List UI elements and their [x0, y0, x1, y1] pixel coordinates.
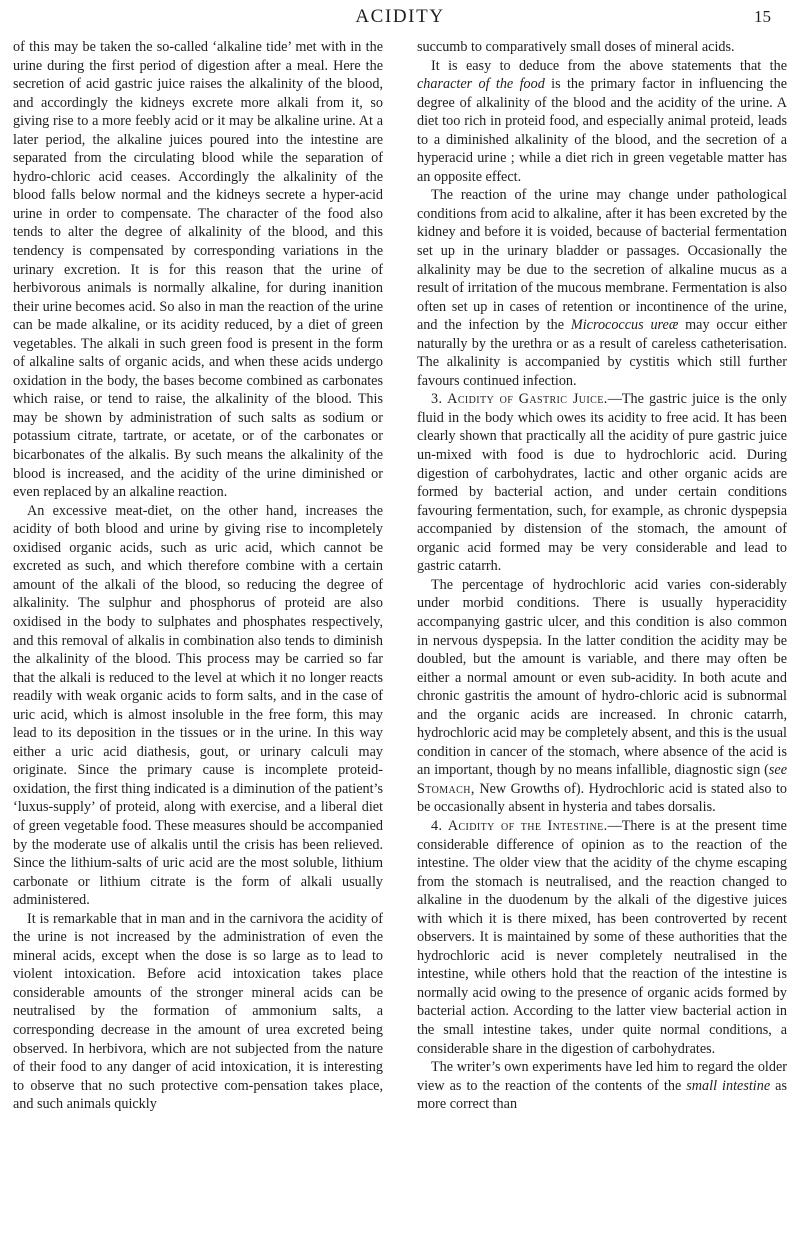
cross-reference: Stomach,	[417, 780, 475, 797]
paragraph	[417, 817, 787, 1058]
right-column	[417, 38, 787, 1114]
italic-text: small intestine	[686, 1077, 771, 1094]
paragraph: It is remarkable that in man and in the carnivora the acidity of the urine is not increased by the administration of even the mineral acids, except when the dose is so large as to lead to violent intoxication. Before acid intoxication takes place considerable amounts of the stronger mineral acids can be neutralised by the formation of ammonium salts, a corresponding decrease in the amount of urea excreted being observed. In herbivora, which are not subjected from the nature of their food to any danger of acid intoxication, it is interesting to observe that no such protective com-pensation takes place, and such animals quickly	[13, 910, 383, 1113]
paragraph: succumb to comparatively small doses of mineral acids.	[417, 39, 735, 55]
text-run: is the primary factor in influencing the degree of alkalinity of the blood and the acidity of the urine. A diet too rich in proteid food, and especially animal proteid, leads to a diminished alkalinity of the blood, and the secretion of a hyperacid urine ; while a diet rich in green vegetable matter has an opposite effect.	[417, 76, 787, 185]
paragraph	[417, 186, 787, 390]
text-run: The reaction of the urine may change under pathological conditions from acid to alkaline, after it has been excreted by the kidney and before it is voided, because of bacterial fermentation set up in the urinary bladder or passages. Occasionally the alkalinity may be due to the secretion of alkaline mucus as a result of irritation of the mucous membrane. Fermentation is also often set up in cases of retention or incontinence of the urine, and the infection by the	[417, 187, 787, 334]
text-run: The writer’s own experiments have led him to regard the older view as to the reaction of the contents of the	[417, 1059, 787, 1094]
running-title: ACIDITY	[355, 6, 445, 27]
page-header	[0, 6, 800, 36]
paragraph	[417, 390, 787, 575]
paragraph	[417, 576, 787, 817]
page-number: 15	[754, 7, 771, 26]
section-heading: 3. Acidity of Gastric Juice.	[431, 391, 608, 408]
paragraph	[417, 57, 787, 187]
text-run: —The gastric juice is the only fluid in the body which owes its acidity to free acid. It has been clearly shown that practically all the acidity of pure gastric juice un-mixed with food is due to hydrochloric acid. During digestion of carbohydrates, lactic and other organic acids are formed by bacterial action, and under certain conditions favouring fermentation, such, for example, as chronic dyspepsia accompanied by distension of the stomach, the amount of organic acid formed may be very considerable and lead to gastric catarrh.	[417, 391, 787, 575]
text-run: as more correct than	[417, 1077, 787, 1113]
text-run: The percentage of hydrochloric acid varies con-siderably under morbid conditions. There is usually hyperacidity accompanying gastric ulcer, and this condition is also common in nervous dyspepsia. In the latter condition the acidity may be doubled, but the amount is variable, and there may often be either a normal amount or even sub-acidity. In both acute and chronic gastritis the amount of hydro-chloric acid is subnormal and the organic acids are increased. In chronic catarrh, hydrochloric acid may be completely absent, and this is the usual condition in cancer of the stomach, where absence of the acid is an important, though by no means infallible, diagnostic sign (	[417, 576, 787, 779]
left-column	[13, 38, 383, 1114]
paragraph: An excessive meat-diet, on the other hand, increases the acidity of both blood and urine by giving rise to incompletely oxidised organic acids, such as uric acid, which cannot be excreted as such, and which therefore combine with a certain amount of the alkali of the blood, so reducing the degree of alkalinity. The sulphur and phosphorus of proteid are also oxidised in the body to sulphates and phosphates respectively, and this removal of alkalis in combination also tends to diminish the alkalinity of the blood. This process may be carried so far that the alkali is reduced to the level at which it no longer reacts readily with weak organic acids to form salts, and in the case of uric acid, which is almost insoluble in the free form, this may lead to its deposition in the tissues or in the urine. In this way either a uric acid diathesis, gout, or urinary calculi may originate. Since the primary cause is incomplete proteid-oxidation, the first thing indicated is a diminution of the patient’s ‘luxus-supply’ of proteid, along with exercise, and a liberal diet of green vegetable food. These measures should be accompanied by the moderate use of alkalis until the crisis has been relieved. Since the lithium-salts of uric acid are the most soluble, lithium carbonate or lithium citrate is the form of alkali usually administered.	[13, 502, 383, 909]
text-run: New Growths of). Hydrochloric acid is stated also to be occasionally absent in hysteria and tabes dorsalis.	[417, 780, 787, 816]
text-run: —There is at the present time considerable difference of opinion as to the reaction of the intestine. The older view that the acidity of the chyme escaping from the stomach is neutralised, and the reaction changed to alkaline in the duodenum by the alkali of the digestive juices with which it is there mixed, has been controverted by recent observers. It is maintained by some of these authorities that the hydrochloric acid is never completely neutralised in the intestine, while others hold that the reaction of the intestine is normally acid owing to the presence of organic acids formed by bacterial action. According to the latter view bacterial action in the small intestine takes, under quite normal conditions, a considerable share in the digestion of carbohydrates.	[417, 817, 787, 1057]
paragraph: of this may be taken the so-called ‘alkaline tide’ met with in the urine during the first period of digestion after a meal. Here the secretion of acid gastric juice raises the alkalinity of the blood, and accordingly the kidneys excrete more alkali from it, so giving rise to a more feebly acid or it may be alkaline urine. At a later period, the alkaline juices poured into the intestine are separated from the circulating blood while the separation of hydro-chloric acid ceases. Accordingly the alkalinity of the blood falls below normal and the kidneys secrete a hyper-acid urine in order to compensate. The character of the food also tends to alter the degree of alkalinity of the blood, and this tendency is compensated by corresponding variations in the urinary excretion. It is for this reason that the urine of herbivorous animals is normally alkaline, for during inanition their urine becomes acid. So also in man the reaction of the urine can be made alkaline, or its acidity reduced, by a diet of green vegetables. The alkali in such green food is present in the form of alkaline salts of organic acids, and when these acids undergo oxidation in the body, the bases become combined as carbonates which raise, or tend to raise, the alkalinity of the blood. This may be shown by administration of such salts as sodium or potassium citrate, tartrate, or acetate, or of the carbonates or bicarbonates of the alkalis. By such means the alkalinity of the blood is increased, and the acidity of the urine diminished or even replaced by an alkaline reaction.	[13, 39, 383, 501]
section-heading: 4. Acidity of the Intestine.	[431, 817, 608, 834]
italic-text: Micrococcus ureæ	[570, 317, 679, 334]
text-run: may occur either naturally by the urethra or as a result of careless catheterisation. The alkalinity is accompanied by cystitis which still further favours continued infection.	[417, 317, 788, 389]
italic-text: see	[768, 762, 787, 779]
italic-text: character of the food	[417, 76, 545, 93]
text-run: It is easy to deduce from the above statements that the	[431, 57, 787, 74]
paragraph	[417, 1058, 787, 1114]
